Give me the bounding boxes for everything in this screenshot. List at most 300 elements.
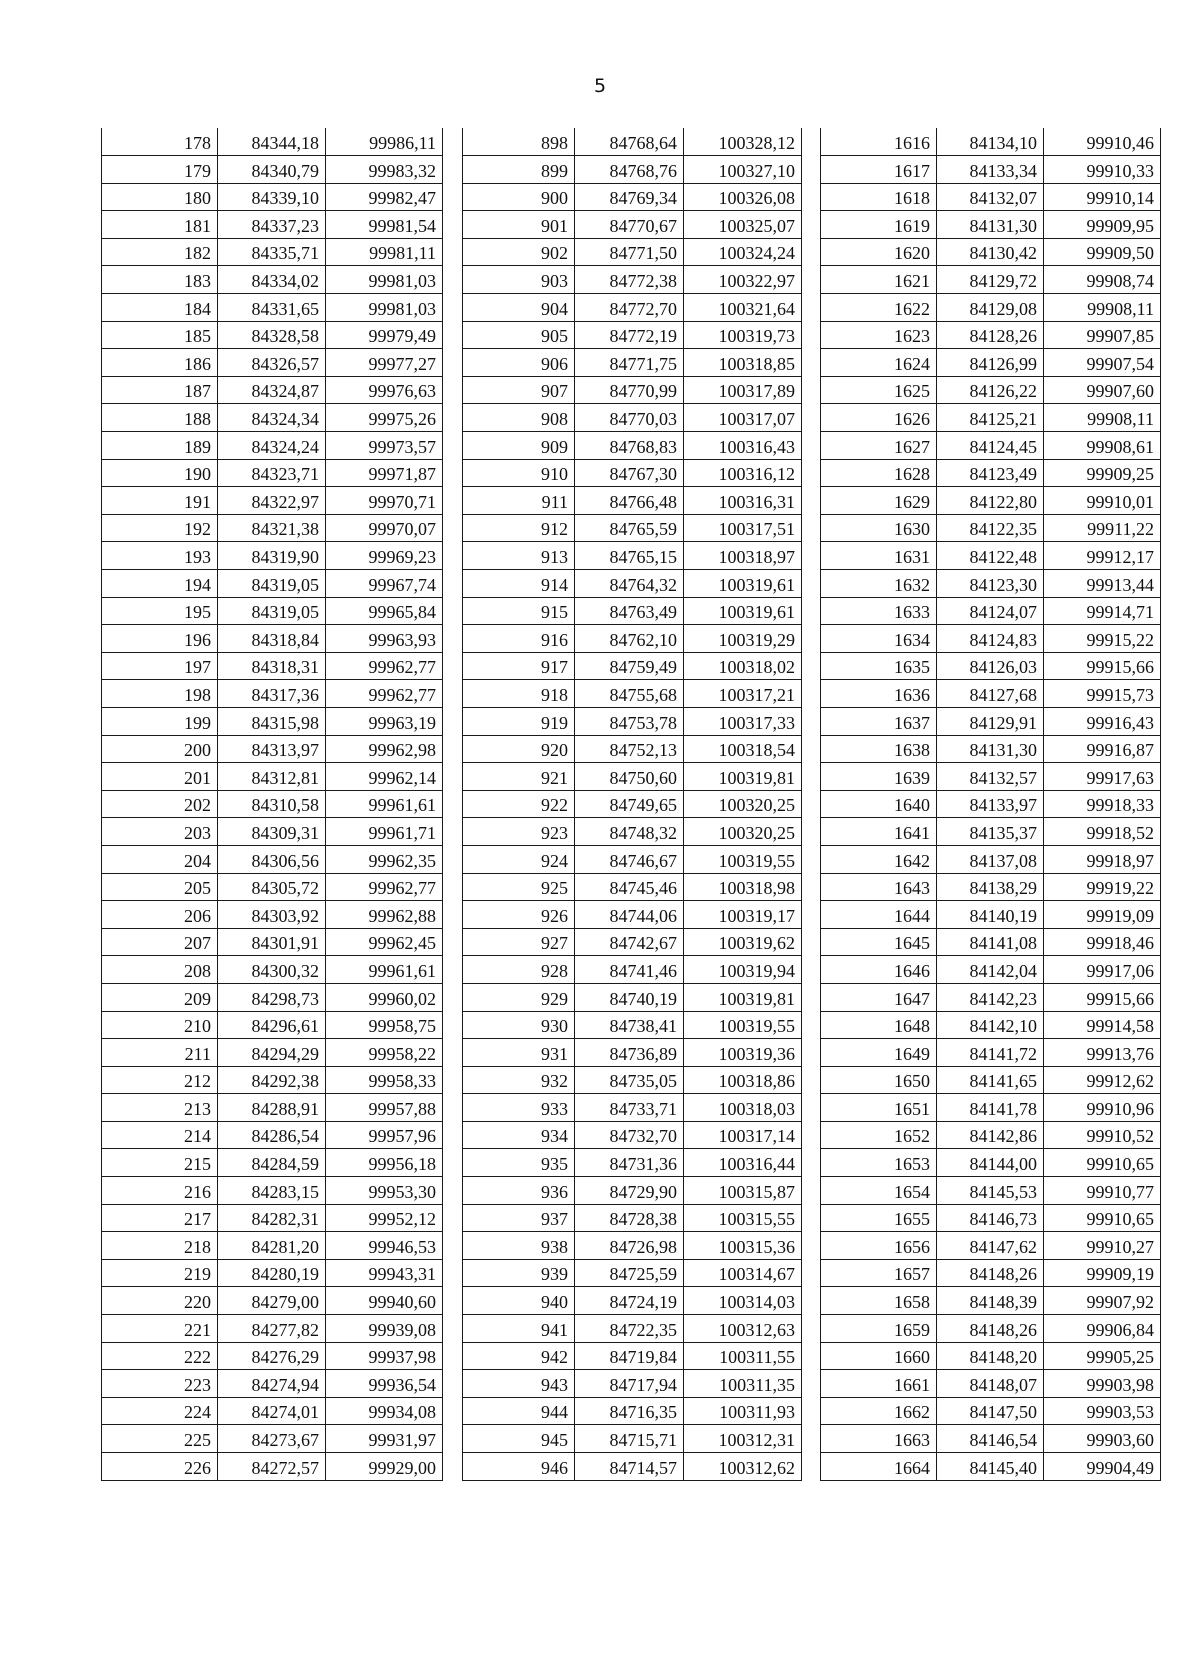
y-coordinate-cell: 99913,44: [1044, 570, 1161, 598]
table-row: [102, 845, 443, 873]
y-coordinate-cell: 99918,33: [1044, 790, 1161, 818]
point-number-cell: 922: [463, 790, 575, 818]
y-coordinate-cell: 100311,35: [684, 1370, 802, 1398]
table-row: [102, 1011, 443, 1039]
y-coordinate-cell: 100317,07: [684, 404, 802, 432]
table-row: [463, 680, 802, 708]
point-number-cell: 1659: [821, 1315, 937, 1343]
y-coordinate-cell: 99986,11: [326, 128, 443, 156]
table-row: [463, 570, 802, 598]
point-number-cell: 916: [463, 625, 575, 653]
point-number-cell: 1652: [821, 1121, 937, 1149]
y-coordinate-cell: 100314,67: [684, 1259, 802, 1287]
point-number-cell: 934: [463, 1121, 575, 1149]
y-coordinate-cell: 100321,64: [684, 294, 802, 322]
y-coordinate-cell: 100317,21: [684, 680, 802, 708]
point-number-cell: 1634: [821, 625, 937, 653]
table-row: [102, 376, 443, 404]
x-coordinate-cell: 84741,46: [575, 956, 684, 984]
y-coordinate-cell: 99962,77: [326, 873, 443, 901]
point-number-cell: 192: [102, 514, 218, 542]
y-coordinate-cell: 99912,62: [1044, 1066, 1161, 1094]
table-row: [102, 1039, 443, 1067]
table-row: [102, 1342, 443, 1370]
x-coordinate-cell: 84750,60: [575, 763, 684, 791]
table-row: [821, 735, 1161, 763]
point-number-cell: 914: [463, 570, 575, 598]
x-coordinate-cell: 84335,71: [218, 238, 326, 266]
point-number-cell: 932: [463, 1066, 575, 1094]
y-coordinate-cell: 99929,00: [326, 1453, 443, 1481]
point-number-cell: 931: [463, 1039, 575, 1067]
table-row: [821, 1121, 1161, 1149]
table-row: [821, 376, 1161, 404]
x-coordinate-cell: 84148,26: [937, 1315, 1044, 1343]
point-number-cell: 929: [463, 983, 575, 1011]
point-number-cell: 1633: [821, 597, 937, 625]
table-row: [102, 818, 443, 846]
x-coordinate-cell: 84129,72: [937, 266, 1044, 294]
table-row: [102, 1453, 443, 1481]
x-coordinate-cell: 84305,72: [218, 873, 326, 901]
x-coordinate-cell: 84130,42: [937, 238, 1044, 266]
y-coordinate-cell: 100319,61: [684, 597, 802, 625]
table-row: [102, 1315, 443, 1343]
point-number-cell: 218: [102, 1232, 218, 1260]
y-coordinate-cell: 100319,55: [684, 845, 802, 873]
y-coordinate-cell: 99918,97: [1044, 845, 1161, 873]
page-number: 5: [593, 75, 607, 97]
y-coordinate-cell: 99983,32: [326, 156, 443, 184]
y-coordinate-cell: 99963,93: [326, 625, 443, 653]
y-coordinate-cell: 100318,02: [684, 652, 802, 680]
x-coordinate-cell: 84140,19: [937, 901, 1044, 929]
x-coordinate-cell: 84736,89: [575, 1039, 684, 1067]
x-coordinate-cell: 84148,07: [937, 1370, 1044, 1398]
point-number-cell: 190: [102, 459, 218, 487]
point-number-cell: 905: [463, 321, 575, 349]
table-row: [821, 1425, 1161, 1453]
table-row: [821, 680, 1161, 708]
point-number-cell: 924: [463, 845, 575, 873]
table-row: [821, 294, 1161, 322]
y-coordinate-cell: 99910,33: [1044, 156, 1161, 184]
x-coordinate-cell: 84764,32: [575, 570, 684, 598]
y-coordinate-cell: 100316,12: [684, 459, 802, 487]
point-number-cell: 911: [463, 487, 575, 515]
point-number-cell: 1648: [821, 1011, 937, 1039]
x-coordinate-cell: 84126,22: [937, 376, 1044, 404]
x-coordinate-cell: 84145,40: [937, 1453, 1044, 1481]
table-row: [102, 1425, 443, 1453]
point-number-cell: 943: [463, 1370, 575, 1398]
x-coordinate-cell: 84749,65: [575, 790, 684, 818]
x-coordinate-cell: 84340,79: [218, 156, 326, 184]
point-number-cell: 219: [102, 1259, 218, 1287]
point-number-cell: 178: [184, 133, 211, 154]
point-number-cell: 183: [102, 266, 218, 294]
table-row: [102, 597, 443, 625]
point-number-cell: 898: [541, 133, 568, 154]
y-coordinate-cell: 99961,61: [326, 790, 443, 818]
table-row: [821, 1259, 1161, 1287]
table-row: [102, 542, 443, 570]
table-row: [463, 294, 802, 322]
point-number-cell: 1624: [821, 349, 937, 377]
x-coordinate-cell: 84731,36: [575, 1149, 684, 1177]
x-coordinate-cell: 84129,08: [937, 294, 1044, 322]
point-number-cell: 211: [102, 1039, 218, 1067]
point-number-cell: 930: [463, 1011, 575, 1039]
y-coordinate-cell: 99910,77: [1044, 1177, 1161, 1205]
y-coordinate-cell: 99907,85: [1044, 321, 1161, 349]
point-number-cell: 1619: [821, 211, 937, 239]
y-coordinate-cell: 99903,60: [1044, 1425, 1161, 1453]
y-coordinate-cell: 100324,24: [684, 238, 802, 266]
y-coordinate-cell: 99910,46: [1044, 128, 1161, 156]
table-row: [821, 1094, 1161, 1122]
y-coordinate-cell: 100316,44: [684, 1149, 802, 1177]
table-row: [463, 1232, 802, 1260]
x-coordinate-cell: 84284,59: [218, 1149, 326, 1177]
x-coordinate-cell: 84765,59: [575, 514, 684, 542]
y-coordinate-cell: 99910,27: [1044, 1232, 1161, 1260]
x-coordinate-cell: 84300,32: [218, 956, 326, 984]
x-coordinate-cell: 84312,81: [218, 763, 326, 791]
table-row: [102, 790, 443, 818]
table-row: [102, 625, 443, 653]
y-coordinate-cell: 100312,63: [684, 1315, 802, 1343]
y-coordinate-cell: 99908,11: [1044, 294, 1161, 322]
y-coordinate-cell: 99910,65: [1044, 1204, 1161, 1232]
table-row: [821, 238, 1161, 266]
table-row: [463, 1287, 802, 1315]
x-coordinate-cell: 84123,49: [937, 459, 1044, 487]
table-row: [102, 928, 443, 956]
table-row: [102, 156, 443, 184]
y-coordinate-cell: 100325,07: [684, 211, 802, 239]
point-number-cell: 1639: [821, 763, 937, 791]
table-row: [821, 542, 1161, 570]
table-row: [102, 570, 443, 598]
x-coordinate-cell: 84317,36: [218, 680, 326, 708]
x-coordinate-cell: 84273,67: [218, 1425, 326, 1453]
x-coordinate-cell: 84123,30: [937, 570, 1044, 598]
y-coordinate-cell: 99916,87: [1044, 735, 1161, 763]
y-coordinate-cell: 99956,18: [326, 1149, 443, 1177]
point-number-cell: 920: [463, 735, 575, 763]
table-row: [463, 211, 802, 239]
x-coordinate-cell: 84146,73: [937, 1204, 1044, 1232]
x-coordinate-cell: 84772,38: [575, 266, 684, 294]
table-row: [821, 459, 1161, 487]
x-coordinate-cell: 84288,91: [218, 1094, 326, 1122]
table-row: [463, 1177, 802, 1205]
point-number-cell: 936: [463, 1177, 575, 1205]
table-row: [102, 763, 443, 791]
x-coordinate-cell: 84717,94: [575, 1370, 684, 1398]
point-number-cell: 925: [463, 873, 575, 901]
point-number-cell: 1630: [821, 514, 937, 542]
table-row: [463, 1149, 802, 1177]
point-number-cell: 1638: [821, 735, 937, 763]
x-coordinate-cell: 84146,54: [937, 1425, 1044, 1453]
point-number-cell: 204: [102, 845, 218, 873]
y-coordinate-cell: 100319,17: [684, 901, 802, 929]
point-number-cell: 199: [102, 707, 218, 735]
x-coordinate-cell: 84753,78: [575, 707, 684, 735]
y-coordinate-cell: 99908,61: [1044, 432, 1161, 460]
table-row: [821, 211, 1161, 239]
x-coordinate-cell: 84142,04: [937, 956, 1044, 984]
x-coordinate-cell: 84728,38: [575, 1204, 684, 1232]
point-number-cell: 179: [102, 156, 218, 184]
table-row: [463, 1011, 802, 1039]
table-row: [821, 1315, 1161, 1343]
point-number-cell: 194: [102, 570, 218, 598]
table-row: [821, 266, 1161, 294]
x-coordinate-cell: 84280,19: [218, 1259, 326, 1287]
table-row: [821, 928, 1161, 956]
y-coordinate-cell: 100311,55: [684, 1342, 802, 1370]
table-row: [821, 1039, 1161, 1067]
y-coordinate-cell: 99981,03: [326, 266, 443, 294]
y-coordinate-cell: 99909,25: [1044, 459, 1161, 487]
x-coordinate-cell: 84122,48: [937, 542, 1044, 570]
y-coordinate-cell: 99946,53: [326, 1232, 443, 1260]
x-coordinate-cell: 84306,56: [218, 845, 326, 873]
point-number-cell: 907: [463, 376, 575, 404]
table-row: [463, 1342, 802, 1370]
x-coordinate-cell: 84131,30: [937, 211, 1044, 239]
coordinate-table-1: [101, 128, 443, 1481]
y-coordinate-cell: 100318,98: [684, 873, 802, 901]
y-coordinate-cell: 100318,03: [684, 1094, 802, 1122]
table-row: [102, 1370, 443, 1398]
y-coordinate-cell: 100319,81: [684, 983, 802, 1011]
point-number-cell: 208: [102, 956, 218, 984]
y-coordinate-cell: 99960,02: [326, 983, 443, 1011]
y-coordinate-cell: 99917,63: [1044, 763, 1161, 791]
table-row: [821, 1397, 1161, 1425]
table-row: [463, 873, 802, 901]
x-coordinate-cell: 84129,91: [937, 707, 1044, 735]
table-row: [821, 1177, 1161, 1205]
table-row: [102, 432, 443, 460]
y-coordinate-cell: 100319,94: [684, 956, 802, 984]
y-coordinate-cell: 99969,23: [326, 542, 443, 570]
y-coordinate-cell: 100312,31: [684, 1425, 802, 1453]
point-number-cell: 223: [102, 1370, 218, 1398]
table-row: [821, 487, 1161, 515]
x-coordinate-cell: 84729,90: [575, 1177, 684, 1205]
point-number-cell: 926: [463, 901, 575, 929]
y-coordinate-cell: 99907,92: [1044, 1287, 1161, 1315]
y-coordinate-cell: 99962,98: [326, 735, 443, 763]
x-coordinate-cell: 84771,75: [575, 349, 684, 377]
table-row: [463, 459, 802, 487]
point-number-cell: 1618: [821, 183, 937, 211]
x-coordinate-cell: 84141,08: [937, 928, 1044, 956]
y-coordinate-cell: 99914,71: [1044, 597, 1161, 625]
point-number-cell: 1654: [821, 1177, 937, 1205]
y-coordinate-cell: 99953,30: [326, 1177, 443, 1205]
y-coordinate-cell: 99913,76: [1044, 1039, 1161, 1067]
point-number-cell: 1616: [894, 133, 930, 154]
point-number-cell: 935: [463, 1149, 575, 1177]
point-number-cell: 941: [463, 1315, 575, 1343]
table-row: [102, 1094, 443, 1122]
x-coordinate-cell: 84328,58: [218, 321, 326, 349]
coordinate-table-2: [462, 128, 802, 1481]
point-number-cell: 915: [463, 597, 575, 625]
x-coordinate-cell: 84765,15: [575, 542, 684, 570]
y-coordinate-cell: 99910,52: [1044, 1121, 1161, 1149]
table-row: [821, 763, 1161, 791]
table-row: [463, 1204, 802, 1232]
table-row: [463, 183, 802, 211]
point-number-cell: 1629: [821, 487, 937, 515]
y-coordinate-cell: 99915,66: [1044, 983, 1161, 1011]
point-number-cell: 927: [463, 928, 575, 956]
y-coordinate-cell: 99962,14: [326, 763, 443, 791]
point-number-cell: 917: [463, 652, 575, 680]
y-coordinate-cell: 100326,08: [684, 183, 802, 211]
x-coordinate-cell: 84122,80: [937, 487, 1044, 515]
table-row: [463, 1453, 802, 1481]
x-coordinate-cell: 84742,67: [575, 928, 684, 956]
y-coordinate-cell: 99909,95: [1044, 211, 1161, 239]
table-row: [463, 707, 802, 735]
y-coordinate-cell: 99918,52: [1044, 818, 1161, 846]
table-row: [102, 1287, 443, 1315]
x-coordinate-cell: 84752,13: [575, 735, 684, 763]
table-row: [821, 625, 1161, 653]
point-number-cell: 210: [102, 1011, 218, 1039]
table-row: [102, 652, 443, 680]
y-coordinate-cell: 99934,08: [326, 1397, 443, 1425]
y-coordinate-cell: 99981,54: [326, 211, 443, 239]
y-coordinate-cell: 99971,87: [326, 459, 443, 487]
y-coordinate-cell: 99936,54: [326, 1370, 443, 1398]
point-number-cell: 923: [463, 818, 575, 846]
x-coordinate-cell: 84323,71: [218, 459, 326, 487]
x-coordinate-cell: 84128,26: [937, 321, 1044, 349]
table-row: [463, 956, 802, 984]
y-coordinate-cell: 99939,08: [326, 1315, 443, 1343]
y-coordinate-cell: 99970,71: [326, 487, 443, 515]
point-number-cell: 918: [463, 680, 575, 708]
x-coordinate-cell: 84310,58: [218, 790, 326, 818]
x-coordinate-cell: 84125,21: [937, 404, 1044, 432]
x-coordinate-cell: 84768,64: [575, 128, 684, 156]
y-coordinate-cell: 99981,11: [326, 238, 443, 266]
y-coordinate-cell: 99982,47: [326, 183, 443, 211]
point-number-cell: 193: [102, 542, 218, 570]
x-coordinate-cell: 84722,35: [575, 1315, 684, 1343]
x-coordinate-cell: 84319,05: [218, 597, 326, 625]
point-number-cell: 1660: [821, 1342, 937, 1370]
table-row: [102, 1232, 443, 1260]
point-number-cell: 1625: [821, 376, 937, 404]
point-number-cell: 912: [463, 514, 575, 542]
x-coordinate-cell: 84767,30: [575, 459, 684, 487]
x-coordinate-cell: 84324,24: [218, 432, 326, 460]
table-row: [463, 983, 802, 1011]
table-row: [463, 928, 802, 956]
table-row: [102, 1397, 443, 1425]
x-coordinate-cell: 84716,35: [575, 1397, 684, 1425]
y-coordinate-cell: 100318,97: [684, 542, 802, 570]
table-row: [821, 183, 1161, 211]
y-coordinate-cell: 100319,81: [684, 763, 802, 791]
table-row: [821, 1066, 1161, 1094]
point-number-cell: 1622: [821, 294, 937, 322]
table-row: [102, 1149, 443, 1177]
point-number-cell: 1645: [821, 928, 937, 956]
table-row: [102, 901, 443, 929]
y-coordinate-cell: 99915,22: [1044, 625, 1161, 653]
point-number-cell: 899: [463, 156, 575, 184]
x-coordinate-cell: 84334,02: [218, 266, 326, 294]
y-coordinate-cell: 99962,77: [326, 652, 443, 680]
table-row: [821, 707, 1161, 735]
point-number-cell: 1650: [821, 1066, 937, 1094]
y-coordinate-cell: 100316,31: [684, 487, 802, 515]
x-coordinate-cell: 84714,57: [575, 1453, 684, 1481]
table-row: [821, 1453, 1161, 1481]
point-number-cell: 1635: [821, 652, 937, 680]
point-number-cell: 1643: [821, 873, 937, 901]
point-number-cell: 185: [102, 321, 218, 349]
x-coordinate-cell: 84318,31: [218, 652, 326, 680]
x-coordinate-cell: 84744,06: [575, 901, 684, 929]
y-coordinate-cell: 100320,25: [684, 790, 802, 818]
table-row: [463, 128, 802, 156]
point-number-cell: 913: [463, 542, 575, 570]
point-number-cell: 205: [102, 873, 218, 901]
point-number-cell: 216: [102, 1177, 218, 1205]
x-coordinate-cell: 84318,84: [218, 625, 326, 653]
table-row: [463, 514, 802, 542]
y-coordinate-cell: 99961,61: [326, 956, 443, 984]
point-number-cell: 938: [463, 1232, 575, 1260]
x-coordinate-cell: 84126,03: [937, 652, 1044, 680]
x-coordinate-cell: 84772,19: [575, 321, 684, 349]
table-row: [821, 1342, 1161, 1370]
x-coordinate-cell: 84770,67: [575, 211, 684, 239]
y-coordinate-cell: 99908,74: [1044, 266, 1161, 294]
y-coordinate-cell: 99909,19: [1044, 1259, 1161, 1287]
point-number-cell: 944: [463, 1397, 575, 1425]
y-coordinate-cell: 99914,58: [1044, 1011, 1161, 1039]
point-number-cell: 937: [463, 1204, 575, 1232]
x-coordinate-cell: 84755,68: [575, 680, 684, 708]
x-coordinate-cell: 84770,03: [575, 404, 684, 432]
y-coordinate-cell: 99976,63: [326, 376, 443, 404]
y-coordinate-cell: 99981,03: [326, 294, 443, 322]
x-coordinate-cell: 84133,34: [937, 156, 1044, 184]
table-row: [463, 818, 802, 846]
table-row: [821, 156, 1161, 184]
y-coordinate-cell: 100315,55: [684, 1204, 802, 1232]
y-coordinate-cell: 100319,36: [684, 1039, 802, 1067]
table-row: [463, 901, 802, 929]
x-coordinate-cell: 84142,23: [937, 983, 1044, 1011]
point-number-cell: 1640: [821, 790, 937, 818]
x-coordinate-cell: 84142,86: [937, 1121, 1044, 1149]
point-number-cell: 928: [463, 956, 575, 984]
